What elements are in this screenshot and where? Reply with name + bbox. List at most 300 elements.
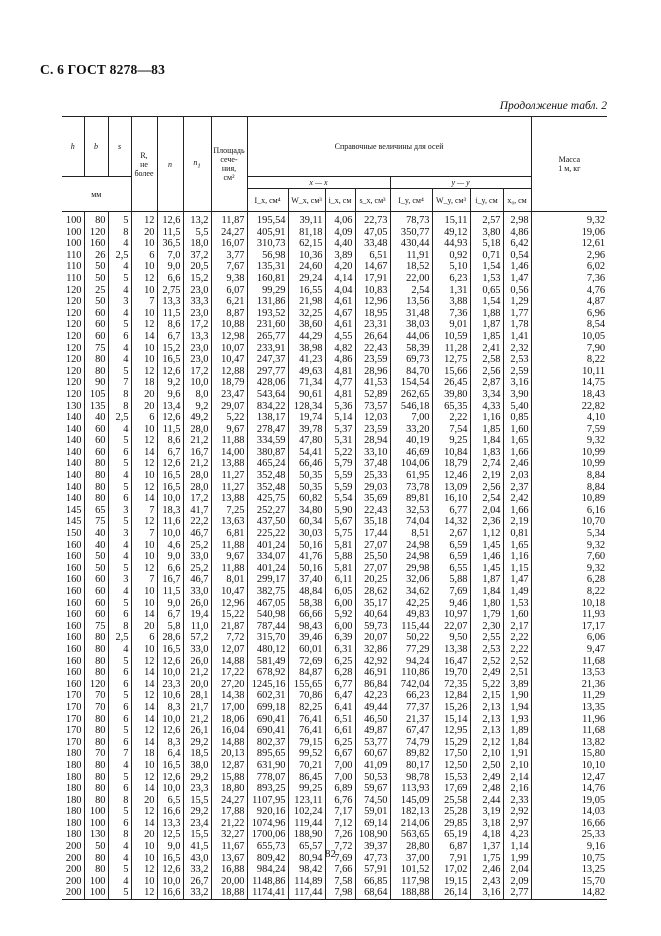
cell-iy-moment: 84,70: [390, 366, 432, 378]
reference-values-header: Справочные величины для осей: [247, 117, 531, 177]
cell-sx: 42,23: [355, 690, 390, 702]
cell-iy-radius: 2,56: [470, 482, 503, 494]
cell-n: 11,5: [157, 227, 183, 239]
cell-area: 11,67: [211, 841, 247, 853]
cell-r: 7: [131, 296, 157, 308]
cell-wx: 70,86: [288, 690, 325, 702]
cell-mass: 17,17: [531, 621, 607, 633]
cell-x0: 2,22: [503, 632, 531, 644]
cell-h: 200: [62, 887, 84, 899]
cell-wy: 22,07: [432, 621, 470, 633]
cell-mass: 9,32: [531, 212, 607, 227]
cell-sx: 74,50: [355, 795, 390, 807]
cell-wy: 9,50: [432, 632, 470, 644]
cell-n: 16,5: [157, 853, 183, 865]
cell-wx: 98,42: [288, 864, 325, 876]
cell-n: 12,6: [157, 725, 183, 737]
cell-b: 80: [84, 795, 108, 807]
cell-wy: 10,59: [432, 331, 470, 343]
cell-b: 75: [84, 516, 108, 528]
cell-b: 50: [84, 841, 108, 853]
cell-iy-radius: 2,48: [470, 783, 503, 795]
cell-n1: 57,2: [183, 632, 211, 644]
cell-n1: 22,2: [183, 516, 211, 528]
cell-wx: 128,34: [288, 401, 325, 413]
table-row: [62, 366, 607, 378]
cell-sx: 28,94: [355, 435, 390, 447]
cell-mass: 8,54: [531, 319, 607, 331]
cell-n: 13,3: [157, 818, 183, 830]
cell-iy-moment: 78,73: [390, 212, 432, 227]
cell-s: 4: [108, 285, 131, 297]
cell-sx: 25,50: [355, 551, 390, 563]
cell-n: 11,5: [157, 586, 183, 598]
cell-ix-radius: 5,59: [325, 470, 355, 482]
cell-s: 5: [108, 598, 131, 610]
cell-b: 80: [84, 354, 108, 366]
cell-iy-radius: 2,43: [470, 876, 503, 888]
cell-ix-moment: 1074,96: [247, 818, 288, 830]
cell-iy-moment: 32,06: [390, 574, 432, 586]
cell-iy-moment: 80,17: [390, 760, 432, 772]
cell-ix-moment: 787,44: [247, 621, 288, 633]
cell-wy: 10,97: [432, 609, 470, 621]
cell-iy-moment: 66,23: [390, 690, 432, 702]
cell-x0: 2,17: [503, 621, 531, 633]
cell-sx: 49,44: [355, 702, 390, 714]
cell-x0: 3,90: [503, 389, 531, 401]
cell-mass: 21,36: [531, 679, 607, 691]
cell-iy-radius: 1,87: [470, 319, 503, 331]
cell-n1: 19,4: [183, 609, 211, 621]
col-iy-radius-header: i_y, см: [470, 189, 503, 212]
cell-n: 12,6: [157, 772, 183, 784]
cell-n: 12,6: [157, 864, 183, 876]
cell-wy: 15,66: [432, 366, 470, 378]
cell-b: 105: [84, 389, 108, 401]
table-row: [62, 632, 607, 644]
cell-iy-moment: 113,93: [390, 783, 432, 795]
col-sx-header: s_x, см³: [355, 189, 390, 212]
cell-r: 10: [131, 238, 157, 250]
cell-iy-moment: 34,62: [390, 586, 432, 598]
col-h-header: h: [62, 117, 84, 177]
cell-x0: 1,14: [503, 841, 531, 853]
table-caption: Продолжение табл. 2: [499, 100, 607, 112]
cell-area: 7,72: [211, 632, 247, 644]
table-row: [62, 296, 607, 308]
cell-x0: 2,51: [503, 667, 531, 679]
cell-wx: 16,55: [288, 285, 325, 297]
cell-ix-moment: 699,18: [247, 702, 288, 714]
cell-iy-radius: 2,13: [470, 725, 503, 737]
cell-ix-moment: 160,81: [247, 273, 288, 285]
cell-iy-radius: 3,16: [470, 887, 503, 899]
cell-n: 10,0: [157, 714, 183, 726]
cell-b: 40: [84, 528, 108, 540]
cell-area: 7,25: [211, 505, 247, 517]
table-row: [62, 261, 607, 273]
cell-n: 9,2: [157, 377, 183, 389]
cell-area: 6,07: [211, 285, 247, 297]
cell-s: 4: [108, 760, 131, 772]
cell-iy-radius: 1,87: [470, 574, 503, 586]
cell-n1: 49,2: [183, 412, 211, 424]
cell-ix-radius: 4,77: [325, 377, 355, 389]
cell-r: 6: [131, 412, 157, 424]
cell-mass: 7,60: [531, 551, 607, 563]
cell-x0: 1,99: [503, 853, 531, 865]
cell-h: 120: [62, 343, 84, 355]
cell-sx: 40,64: [355, 609, 390, 621]
cell-n: 6,6: [157, 273, 183, 285]
cell-h: 170: [62, 737, 84, 749]
cell-mass: 8,22: [531, 354, 607, 366]
cell-sx: 22,43: [355, 343, 390, 355]
cell-n: 10,6: [157, 690, 183, 702]
cell-ix-moment: 334,07: [247, 551, 288, 563]
cell-n: 6,5: [157, 795, 183, 807]
cell-sx: 14,67: [355, 261, 390, 273]
cell-ix-radius: 7,58: [325, 876, 355, 888]
cell-ix-radius: 4,81: [325, 389, 355, 401]
cell-h: 100: [62, 227, 84, 239]
cell-r: 12: [131, 864, 157, 876]
cell-sx: 10,83: [355, 285, 390, 297]
cell-ix-moment: 1245,16: [247, 679, 288, 691]
cell-s: 5: [108, 458, 131, 470]
cell-x0: 3,89: [503, 679, 531, 691]
cell-r: 14: [131, 737, 157, 749]
cell-ix-radius: 4,81: [325, 366, 355, 378]
cell-mass: 9,32: [531, 563, 607, 575]
cell-mass: 6,16: [531, 505, 607, 517]
cell-wx: 41,76: [288, 551, 325, 563]
cell-s: 4: [108, 586, 131, 598]
cell-iy-radius: 4,18: [470, 829, 503, 841]
table-row: [62, 598, 607, 610]
cell-s: 6: [108, 679, 131, 691]
cell-iy-moment: 77,37: [390, 702, 432, 714]
cell-ix-moment: 315,70: [247, 632, 288, 644]
cell-n: 16,7: [157, 574, 183, 586]
cell-wx: 62,15: [288, 238, 325, 250]
cell-r: 12: [131, 458, 157, 470]
cell-iy-radius: 1,37: [470, 841, 503, 853]
cell-iy-radius: 2,57: [470, 212, 503, 227]
cell-b: 80: [84, 656, 108, 668]
cell-wy: 13,38: [432, 644, 470, 656]
cell-ix-radius: 4,09: [325, 227, 355, 239]
cell-wy: 15,26: [432, 702, 470, 714]
cell-b: 50: [84, 563, 108, 575]
col-wy-header: W_y, см³: [432, 189, 470, 212]
table-row: [62, 401, 607, 413]
cell-ix-radius: 7,26: [325, 829, 355, 841]
cell-ix-moment: 405,91: [247, 227, 288, 239]
cell-area: 18,80: [211, 783, 247, 795]
cell-mass: 11,68: [531, 656, 607, 668]
cell-ix-moment: 225,22: [247, 528, 288, 540]
cell-wy: 17,69: [432, 783, 470, 795]
cell-ix-moment: 56,98: [247, 250, 288, 262]
cell-h: 160: [62, 621, 84, 633]
cell-x0: 1,49: [503, 586, 531, 598]
table-row: [62, 540, 607, 552]
table-row: [62, 470, 607, 482]
cell-b: 135: [84, 401, 108, 413]
cell-sx: 41,09: [355, 760, 390, 772]
cell-sx: 68,64: [355, 887, 390, 899]
cell-area: 24,27: [211, 227, 247, 239]
cell-iy-moment: 37,00: [390, 853, 432, 865]
cell-wx: 39,46: [288, 632, 325, 644]
cell-b: 120: [84, 227, 108, 239]
cell-x0: 1,65: [503, 540, 531, 552]
cell-area: 11,88: [211, 540, 247, 552]
cell-r: 7: [131, 574, 157, 586]
col-s-header: s: [108, 117, 131, 177]
cell-area: 10,07: [211, 343, 247, 355]
cell-ix-moment: 428,06: [247, 377, 288, 389]
cell-sx: 29,03: [355, 482, 390, 494]
col-iy-moment-header: I_y, см⁴: [390, 189, 432, 212]
cell-b: 60: [84, 586, 108, 598]
cell-wy: 0,92: [432, 250, 470, 262]
cell-b: 50: [84, 296, 108, 308]
cell-wy: 65,19: [432, 829, 470, 841]
cell-mass: 10,89: [531, 493, 607, 505]
table-row: [62, 343, 607, 355]
cell-s: 4: [108, 853, 131, 865]
cell-x0: 2,37: [503, 482, 531, 494]
cell-wy: 12,75: [432, 354, 470, 366]
cell-iy-moment: 2,54: [390, 285, 432, 297]
cell-area: 17,00: [211, 702, 247, 714]
cell-h: 200: [62, 841, 84, 853]
cell-h: 130: [62, 401, 84, 413]
cell-n1: 23,0: [183, 343, 211, 355]
cell-mass: 2,96: [531, 250, 607, 262]
cell-r: 10: [131, 354, 157, 366]
cell-sx: 12,03: [355, 412, 390, 424]
cell-wx: 188,90: [288, 829, 325, 841]
cell-x0: 2,22: [503, 644, 531, 656]
cell-n: 12,6: [157, 656, 183, 668]
cell-h: 200: [62, 853, 84, 865]
cell-n1: 29,2: [183, 772, 211, 784]
cell-s: 5: [108, 273, 131, 285]
cell-s: 2,5: [108, 250, 131, 262]
cell-ix-radius: 4,20: [325, 261, 355, 273]
cell-h: 145: [62, 516, 84, 528]
cell-sx: 59,01: [355, 806, 390, 818]
cell-n1: 16,7: [183, 447, 211, 459]
cell-x0: 1,46: [503, 261, 531, 273]
table-row: [62, 714, 607, 726]
cell-r: 20: [131, 401, 157, 413]
cell-r: 12: [131, 563, 157, 575]
cell-mass: 4,76: [531, 285, 607, 297]
cell-n: 11,5: [157, 308, 183, 320]
cell-mass: 6,06: [531, 632, 607, 644]
cell-wy: 39,80: [432, 389, 470, 401]
cell-iy-radius: 1,79: [470, 609, 503, 621]
cell-iy-moment: 38,03: [390, 319, 432, 331]
cell-sx: 41,53: [355, 377, 390, 389]
cell-x0: 2,98: [503, 212, 531, 227]
cell-n1: 25,2: [183, 563, 211, 575]
cell-r: 12: [131, 772, 157, 784]
table-row: [62, 516, 607, 528]
cell-area: 29,07: [211, 401, 247, 413]
cell-wy: 1,31: [432, 285, 470, 297]
cell-h: 170: [62, 702, 84, 714]
cell-ix-moment: 984,24: [247, 864, 288, 876]
cell-sx: 66,85: [355, 876, 390, 888]
cell-h: 180: [62, 760, 84, 772]
cell-h: 100: [62, 238, 84, 250]
cell-h: 180: [62, 818, 84, 830]
cell-s: 7: [108, 748, 131, 760]
cell-wy: 29,85: [432, 818, 470, 830]
cell-iy-radius: 2,50: [470, 760, 503, 772]
cell-ix-radius: 5,92: [325, 609, 355, 621]
cell-b: 25: [84, 285, 108, 297]
cell-n1: 21,2: [183, 667, 211, 679]
cell-area: 20,00: [211, 876, 247, 888]
cell-h: 110: [62, 273, 84, 285]
cell-ix-moment: 809,42: [247, 853, 288, 865]
cell-wx: 10,36: [288, 250, 325, 262]
cell-iy-radius: 2,12: [470, 737, 503, 749]
cell-iy-moment: 94,24: [390, 656, 432, 668]
cell-iy-moment: 188,88: [390, 887, 432, 899]
cell-h: 200: [62, 864, 84, 876]
cell-iy-radius: 1,85: [470, 424, 503, 436]
cell-ix-moment: 1174,41: [247, 887, 288, 899]
cell-iy-radius: 1,53: [470, 273, 503, 285]
table-row: [62, 458, 607, 470]
cell-mass: 15,70: [531, 876, 607, 888]
cell-iy-radius: 2,74: [470, 458, 503, 470]
cell-n: 16,6: [157, 887, 183, 899]
cell-r: 14: [131, 609, 157, 621]
cell-area: 9,67: [211, 551, 247, 563]
cell-n: 8,3: [157, 737, 183, 749]
cell-ix-radius: 5,37: [325, 424, 355, 436]
cell-r: 12: [131, 212, 157, 227]
table-row: [62, 783, 607, 795]
cell-ix-radius: 4,40: [325, 238, 355, 250]
cell-h: 140: [62, 435, 84, 447]
cell-r: 10: [131, 551, 157, 563]
cell-r: 10: [131, 540, 157, 552]
cell-r: 6: [131, 632, 157, 644]
cell-h: 180: [62, 783, 84, 795]
cell-ix-radius: 6,47: [325, 690, 355, 702]
cell-s: 6: [108, 667, 131, 679]
cell-x0: 2,03: [503, 470, 531, 482]
cell-ix-moment: 334,59: [247, 435, 288, 447]
table-row: [62, 667, 607, 679]
cell-h: 180: [62, 748, 84, 760]
cell-s: 5: [108, 212, 131, 227]
cell-iy-moment: 563,65: [390, 829, 432, 841]
cell-sx: 12,96: [355, 296, 390, 308]
cell-n1: 41,5: [183, 841, 211, 853]
cell-ix-moment: 99,29: [247, 285, 288, 297]
cell-ix-moment: 437,50: [247, 516, 288, 528]
cell-n: 9,6: [157, 389, 183, 401]
cell-ix-moment: 299,17: [247, 574, 288, 586]
cell-sx: 46,50: [355, 714, 390, 726]
cell-iy-radius: 2,46: [470, 864, 503, 876]
cell-x0: 1,66: [503, 447, 531, 459]
cell-wy: 3,88: [432, 296, 470, 308]
cell-iy-moment: 18,52: [390, 261, 432, 273]
cell-h: 160: [62, 679, 84, 691]
cell-mass: 10,05: [531, 331, 607, 343]
cell-ix-radius: 5,81: [325, 540, 355, 552]
cell-sx: 60,67: [355, 748, 390, 760]
cell-x0: 1,78: [503, 319, 531, 331]
cell-b: 80: [84, 493, 108, 505]
cell-b: 60: [84, 308, 108, 320]
cell-wy: 12,95: [432, 725, 470, 737]
cell-s: 3: [108, 505, 131, 517]
cell-r: 12: [131, 319, 157, 331]
cell-area: 21,87: [211, 621, 247, 633]
cell-x0: 1,47: [503, 574, 531, 586]
cell-r: 14: [131, 783, 157, 795]
cell-area: 13,63: [211, 516, 247, 528]
cell-wy: 6,87: [432, 841, 470, 853]
cell-n1: 15,5: [183, 829, 211, 841]
cell-wx: 44,29: [288, 331, 325, 343]
cell-h: 120: [62, 366, 84, 378]
cell-sx: 18,95: [355, 308, 390, 320]
cell-x0: 0,85: [503, 412, 531, 424]
cell-b: 50: [84, 261, 108, 273]
cell-sx: 27,07: [355, 540, 390, 552]
cell-ix-radius: 5,79: [325, 458, 355, 470]
cell-s: 5: [108, 887, 131, 899]
cell-h: 180: [62, 772, 84, 784]
cell-wx: 70,21: [288, 760, 325, 772]
table-row: [62, 212, 607, 227]
cell-b: 70: [84, 702, 108, 714]
cell-wy: 17,50: [432, 748, 470, 760]
cell-iy-radius: 3,18: [470, 818, 503, 830]
cell-n1: 23,3: [183, 783, 211, 795]
cell-n: 9,0: [157, 598, 183, 610]
cell-wx: 39,78: [288, 424, 325, 436]
cell-s: 4: [108, 261, 131, 273]
cell-n: 11,6: [157, 516, 183, 528]
cell-x0: 0,54: [503, 250, 531, 262]
cell-sx: 20,07: [355, 632, 390, 644]
cell-h: 180: [62, 806, 84, 818]
cell-ix-radius: 5,31: [325, 435, 355, 447]
table-row: [62, 389, 607, 401]
cell-area: 15,88: [211, 772, 247, 784]
cell-wy: 10,84: [432, 447, 470, 459]
cell-r: 10: [131, 308, 157, 320]
cell-ix-radius: 6,61: [325, 725, 355, 737]
cell-s: 6: [108, 737, 131, 749]
cell-r: 10: [131, 343, 157, 355]
